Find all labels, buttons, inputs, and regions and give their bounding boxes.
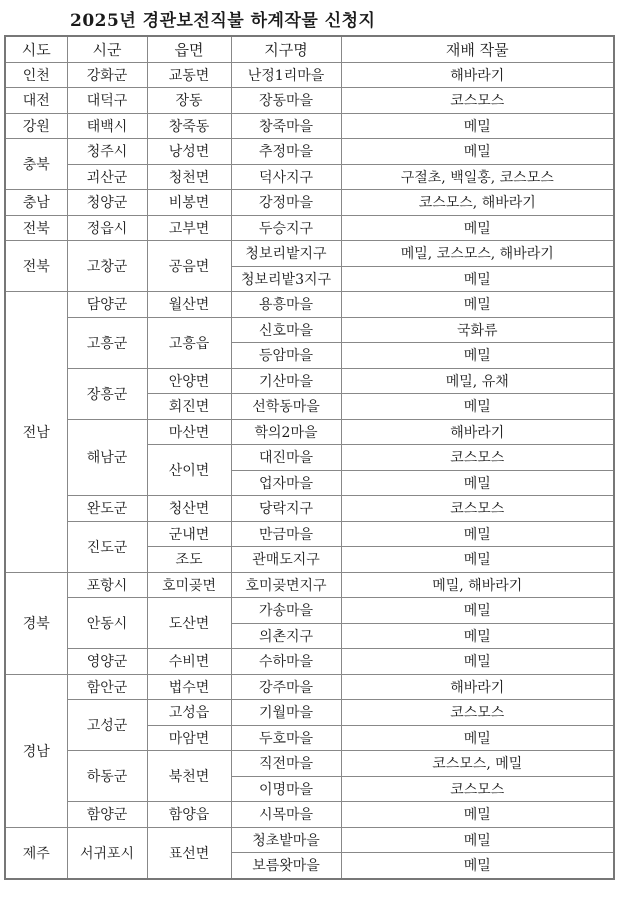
cell-eupmyeon: 마산면	[147, 419, 231, 445]
cell-district: 두승지구	[231, 215, 341, 241]
cell-district: 기산마을	[231, 368, 341, 394]
cell-district: 가송마을	[231, 598, 341, 624]
cell-crops: 해바라기	[341, 674, 614, 700]
cell-eupmyeon: 월산면	[147, 292, 231, 318]
cell-eupmyeon: 비봉면	[147, 190, 231, 216]
cell-sigun: 고창군	[67, 241, 147, 292]
cell-district: 용흥마을	[231, 292, 341, 318]
cell-crops: 메밀, 유채	[341, 368, 614, 394]
table-row	[5, 62, 614, 88]
cell-crops: 코스모스, 메밀	[341, 751, 614, 777]
cell-district: 수하마을	[231, 649, 341, 675]
cell-sigun: 강화군	[67, 62, 147, 88]
table-row	[5, 674, 614, 700]
header-crops: 재배 작물	[341, 36, 614, 62]
table-row	[5, 700, 614, 726]
cell-district: 선학동마을	[231, 394, 341, 420]
cell-sido: 전북	[5, 215, 67, 241]
application-table	[4, 35, 615, 880]
table-row	[5, 521, 614, 547]
cell-sido: 전북	[5, 241, 67, 292]
cell-crops: 해바라기	[341, 62, 614, 88]
cell-sigun: 하동군	[67, 751, 147, 802]
cell-eupmyeon: 안양면	[147, 368, 231, 394]
table-row	[5, 164, 614, 190]
cell-eupmyeon: 마암면	[147, 725, 231, 751]
cell-sigun: 대덕구	[67, 88, 147, 114]
cell-district: 강주마을	[231, 674, 341, 700]
document-title: 2025년 경관보전직불 하계작물 신청지	[70, 11, 376, 31]
cell-eupmyeon: 고부면	[147, 215, 231, 241]
cell-district: 청초밭마을	[231, 827, 341, 853]
cell-sido: 전남	[5, 292, 67, 573]
cell-crops: 메밀	[341, 725, 614, 751]
table-row	[5, 649, 614, 675]
header-eupmyeon: 읍면	[147, 36, 231, 62]
cell-crops: 코스모스	[341, 776, 614, 802]
cell-district: 기월마을	[231, 700, 341, 726]
cell-district: 관매도지구	[231, 547, 341, 573]
cell-sigun: 안동시	[67, 598, 147, 649]
cell-crops: 해바라기	[341, 419, 614, 445]
table-row	[5, 751, 614, 777]
cell-crops: 메밀, 해바라기	[341, 572, 614, 598]
cell-crops: 메밀	[341, 649, 614, 675]
cell-eupmyeon: 교동면	[147, 62, 231, 88]
table-row	[5, 113, 614, 139]
cell-crops: 메밀	[341, 521, 614, 547]
cell-eupmyeon: 수비면	[147, 649, 231, 675]
cell-district: 업자마을	[231, 470, 341, 496]
table-row	[5, 88, 614, 114]
cell-district: 호미곶면지구	[231, 572, 341, 598]
cell-district: 보름왓마을	[231, 853, 341, 879]
cell-sigun: 청주시	[67, 139, 147, 165]
cell-crops: 코스모스	[341, 88, 614, 114]
cell-sido: 대전	[5, 88, 67, 114]
cell-eupmyeon: 조도	[147, 547, 231, 573]
cell-district: 청보리밭지구	[231, 241, 341, 267]
header-sigun: 시군	[67, 36, 147, 62]
cell-crops: 코스모스	[341, 445, 614, 471]
cell-eupmyeon: 공음면	[147, 241, 231, 292]
cell-eupmyeon: 법수면	[147, 674, 231, 700]
cell-crops: 메밀	[341, 394, 614, 420]
cell-eupmyeon: 함양읍	[147, 802, 231, 828]
cell-sigun: 고흥군	[67, 317, 147, 368]
cell-sigun: 담양군	[67, 292, 147, 318]
header-sido: 시도	[5, 36, 67, 62]
cell-eupmyeon: 창죽동	[147, 113, 231, 139]
table-row	[5, 241, 614, 267]
header-district: 지구명	[231, 36, 341, 62]
cell-crops: 메밀	[341, 547, 614, 573]
cell-sigun: 청양군	[67, 190, 147, 216]
cell-sido: 경남	[5, 674, 67, 827]
cell-sido: 충북	[5, 139, 67, 190]
cell-district: 직전마을	[231, 751, 341, 777]
cell-sigun: 완도군	[67, 496, 147, 522]
cell-district: 당락지구	[231, 496, 341, 522]
cell-sigun: 서귀포시	[67, 827, 147, 879]
cell-district: 추정마을	[231, 139, 341, 165]
cell-district: 두호마을	[231, 725, 341, 751]
cell-eupmyeon: 청산면	[147, 496, 231, 522]
cell-crops: 메밀	[341, 343, 614, 369]
cell-sigun: 함양군	[67, 802, 147, 828]
table-row	[5, 802, 614, 828]
cell-sido: 제주	[5, 827, 67, 879]
cell-sigun: 태백시	[67, 113, 147, 139]
table-row	[5, 190, 614, 216]
cell-sido: 충남	[5, 190, 67, 216]
cell-district: 만금마을	[231, 521, 341, 547]
cell-crops: 메밀	[341, 853, 614, 879]
cell-sigun: 해남군	[67, 419, 147, 496]
cell-sigun: 포항시	[67, 572, 147, 598]
table-row	[5, 496, 614, 522]
cell-sigun: 함안군	[67, 674, 147, 700]
cell-crops: 코스모스	[341, 700, 614, 726]
cell-crops: 메밀	[341, 623, 614, 649]
cell-district: 청보리밭3지구	[231, 266, 341, 292]
cell-district: 대진마을	[231, 445, 341, 471]
cell-eupmyeon: 청천면	[147, 164, 231, 190]
table-row	[5, 317, 614, 343]
cell-crops: 메밀	[341, 266, 614, 292]
cell-district: 장동마을	[231, 88, 341, 114]
cell-sigun: 진도군	[67, 521, 147, 572]
cell-eupmyeon: 표선면	[147, 827, 231, 879]
table-row	[5, 598, 614, 624]
cell-eupmyeon: 낭성면	[147, 139, 231, 165]
cell-crops: 메밀	[341, 139, 614, 165]
cell-district: 이명마을	[231, 776, 341, 802]
cell-crops: 코스모스	[341, 496, 614, 522]
cell-sigun: 정읍시	[67, 215, 147, 241]
cell-crops: 메밀	[341, 292, 614, 318]
cell-crops: 국화류	[341, 317, 614, 343]
cell-sido: 경북	[5, 572, 67, 674]
cell-crops: 메밀	[341, 113, 614, 139]
cell-district: 의촌지구	[231, 623, 341, 649]
cell-district: 덕사지구	[231, 164, 341, 190]
cell-eupmyeon: 호미곶면	[147, 572, 231, 598]
cell-crops: 메밀, 코스모스, 해바라기	[341, 241, 614, 267]
cell-sigun: 장흥군	[67, 368, 147, 419]
table-row	[5, 572, 614, 598]
cell-eupmyeon: 군내면	[147, 521, 231, 547]
cell-crops: 코스모스, 해바라기	[341, 190, 614, 216]
cell-sido: 인천	[5, 62, 67, 88]
cell-eupmyeon: 장동	[147, 88, 231, 114]
cell-district: 신호마을	[231, 317, 341, 343]
cell-sigun: 영양군	[67, 649, 147, 675]
cell-eupmyeon: 고성읍	[147, 700, 231, 726]
cell-crops: 메밀	[341, 598, 614, 624]
cell-crops: 메밀	[341, 470, 614, 496]
cell-eupmyeon: 고흥읍	[147, 317, 231, 368]
cell-crops: 메밀	[341, 215, 614, 241]
cell-district: 등암마을	[231, 343, 341, 369]
cell-crops: 메밀	[341, 802, 614, 828]
cell-sido: 강원	[5, 113, 67, 139]
cell-eupmyeon: 도산면	[147, 598, 231, 649]
table-row	[5, 139, 614, 165]
cell-eupmyeon: 산이면	[147, 445, 231, 496]
table-row	[5, 215, 614, 241]
cell-district: 창죽마을	[231, 113, 341, 139]
table-row	[5, 419, 614, 445]
cell-sigun: 고성군	[67, 700, 147, 751]
cell-district: 난정1리마을	[231, 62, 341, 88]
cell-district: 학의2마을	[231, 419, 341, 445]
cell-eupmyeon: 북천면	[147, 751, 231, 802]
table-row	[5, 292, 614, 318]
cell-eupmyeon: 회진면	[147, 394, 231, 420]
table-row	[5, 368, 614, 394]
cell-district: 강정마을	[231, 190, 341, 216]
cell-crops: 메밀	[341, 827, 614, 853]
table-header-row	[5, 36, 614, 62]
cell-district: 시목마을	[231, 802, 341, 828]
cell-sigun: 괴산군	[67, 164, 147, 190]
table-row	[5, 827, 614, 853]
cell-crops: 구절초, 백일홍, 코스모스	[341, 164, 614, 190]
